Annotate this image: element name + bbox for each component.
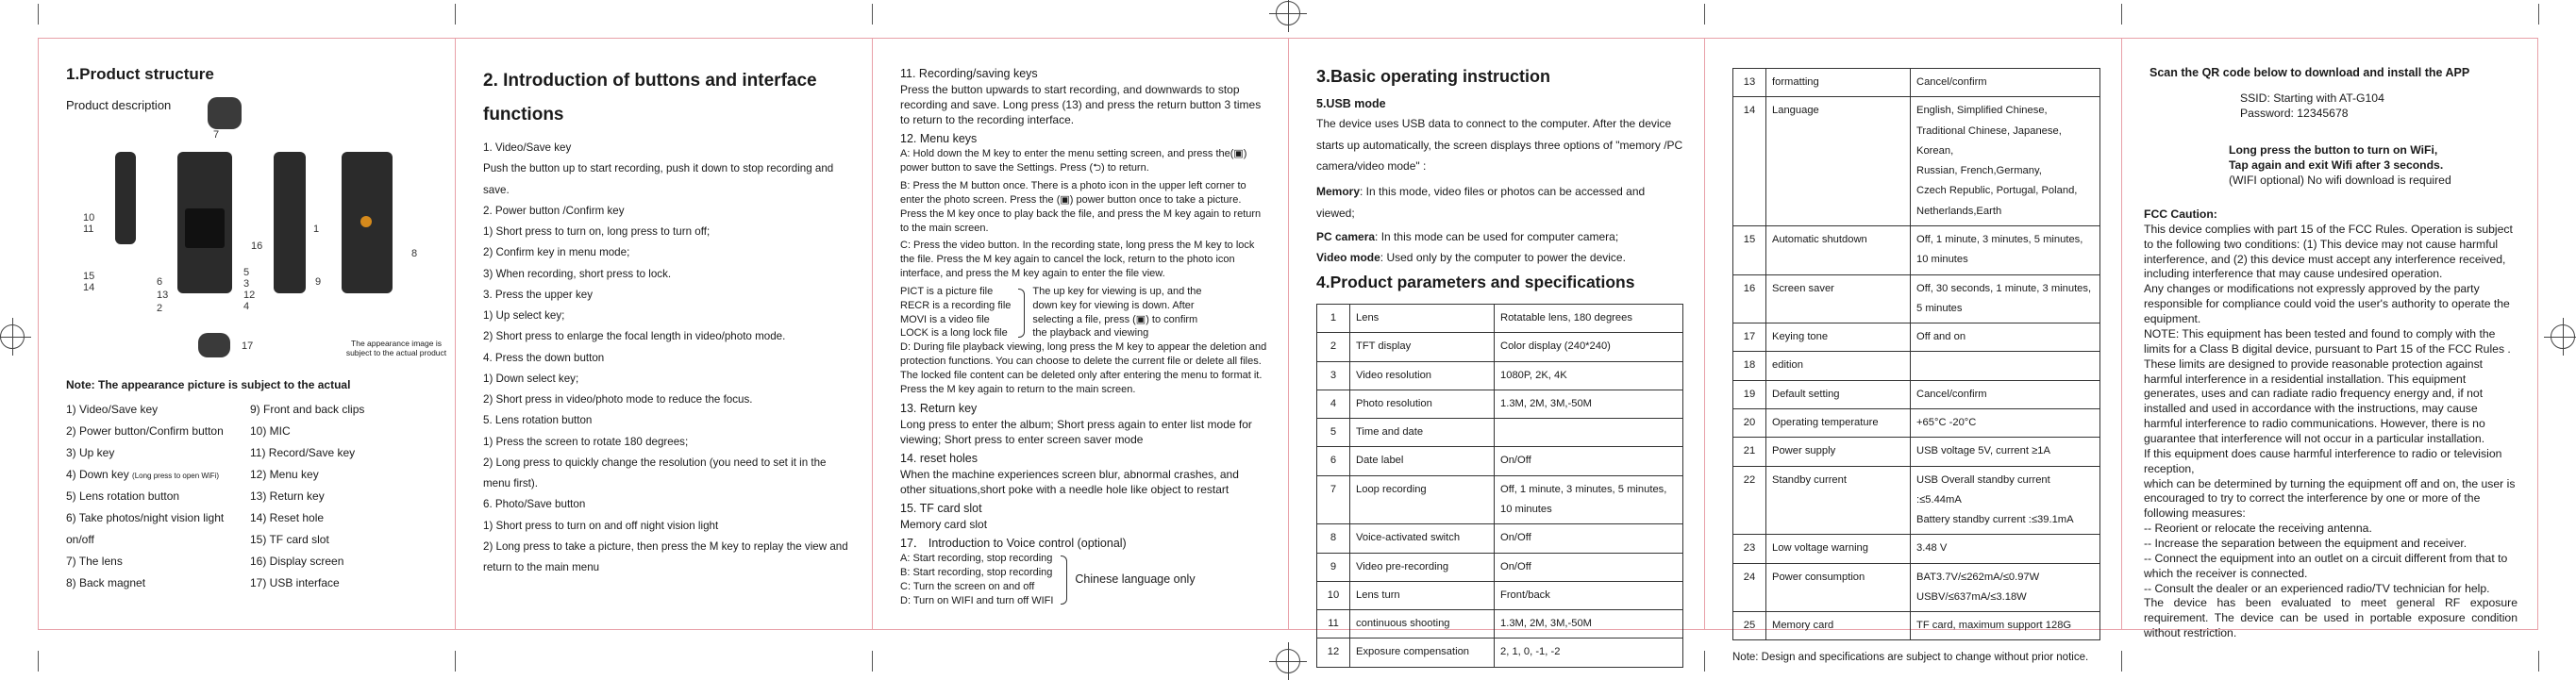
image-note: The appearance image is subject to the actual product: [345, 339, 447, 358]
row-number: 8: [1317, 524, 1350, 553]
heading-recording-keys: 11. Recording/saving keys: [900, 67, 1038, 80]
parameter-name: Time and date: [1350, 419, 1495, 447]
list-item: 15) TF card slot: [250, 533, 329, 546]
row-number: 21: [1733, 438, 1766, 466]
product-description-label: Product description: [66, 97, 172, 112]
list-item: 1) Video/Save key: [66, 403, 159, 416]
paragraph: B: Press the M button once. There is a photo icon in the upper left corner to enter the photo screen. Press the (▣) power button once to take a picture. Press the M key once to play back the file, and press the M key again to return to the main screen.: [900, 180, 1262, 234]
list-item: 4. Press the down button: [483, 351, 605, 364]
voice-command: C: Turn the screen on and off: [900, 580, 1035, 592]
list-item: 1. Video/Save key: [483, 141, 572, 155]
row-number: 24: [1733, 563, 1766, 612]
memory-mode: Memory: In this mode, video files or photos can be accessed and viewed;: [1316, 185, 1646, 220]
list-item: 3) When recording, short press to lock.: [483, 267, 672, 280]
parameter-name: Automatic shutdown: [1766, 225, 1911, 274]
callout-label: 10: [83, 212, 95, 224]
table-row: [1733, 323, 2100, 352]
callout-label: 12: [243, 290, 256, 301]
list-item: 8) Back magnet: [66, 576, 146, 589]
fcc-paragraph: If this equipment does cause harmful interference to radio or television reception,: [2144, 446, 2502, 475]
callout-label: 15: [83, 271, 95, 282]
row-number: 18: [1733, 352, 1766, 380]
crop-mark: [38, 651, 39, 672]
parameter-name: Power consumption: [1766, 563, 1911, 612]
wifi-line: Tap again and exit Wifi after 3 seconds.: [2229, 158, 2444, 173]
table-row: [1733, 97, 2100, 226]
parameter-name: Lens: [1350, 304, 1495, 332]
parameter-value: Front/back: [1495, 581, 1683, 609]
parameter-name: Exposure compensation: [1350, 639, 1495, 667]
parameter-name: Loop recording: [1350, 475, 1495, 524]
file-type: MOVI is a video file: [900, 313, 990, 325]
parameter-value: TF card, maximum support 128G: [1911, 612, 2100, 640]
table-row: [1733, 466, 2100, 535]
appearance-note: Note: The appearance picture is subject to the actual: [66, 378, 351, 391]
paragraph: When the machine experiences screen blur, abnormal crashes, and other situations,short poke with a needle hole like object to restart: [900, 467, 1239, 496]
registration-mark: [2551, 324, 2575, 349]
fcc-paragraph: NOTE: This equipment has been tested and found to comply with the limits for a Class B digital device, pursuant to Part 15 of the FCC Rules . These limits are designed to provide reasonable protection against harmful interference in a residential installation. This equipment generates, uses and can radiate radio frequency energy and, if not installed and used in accordance with the instructions, may cause harmful interference to radio communications. However, there is no guarantee that interference will not occur in a particular installation.: [2144, 326, 2511, 445]
panel-app-fcc: [2121, 38, 2538, 640]
spec-title: 4.Product parameters and specifications: [1316, 272, 1635, 291]
paragraph: The device uses USB data to connect to the computer. After the device starts up automatically, the screen displays three options of "memory /PC camera/video mode" :: [1316, 116, 1683, 174]
row-number: 7: [1317, 475, 1350, 524]
heading-reset-holes: 14. reset holes: [900, 451, 978, 465]
camera-side-view: [274, 152, 306, 293]
parameter-value: [1911, 352, 2100, 380]
fcc-paragraph: -- Reorient or relocate the receiving antenna.: [2144, 522, 2372, 536]
parameter-name: Keying tone: [1766, 323, 1911, 352]
parameter-name: Memory card: [1766, 612, 1911, 640]
paragraph: C: Press the video button. In the recording state, long press the M key to lock the file. Press the M key again to cancel the lock, return to the photo icon interface, and press the M key again to enter the file view.: [900, 240, 1255, 280]
parameter-name: Default setting: [1766, 380, 1911, 408]
parameter-name: Language: [1766, 97, 1911, 226]
table-row: [1317, 333, 1683, 361]
table-row: [1317, 524, 1683, 553]
section-title: 1.Product structure: [66, 65, 214, 83]
list-item: 12) Menu key: [250, 468, 319, 481]
list-item: 2. Power button /Confirm key: [483, 204, 625, 217]
registration-mark: [0, 324, 25, 349]
parameter-value: 1.3M, 2M, 3M,-50M: [1495, 390, 1683, 418]
table-row: [1317, 419, 1683, 447]
parameter-name: Low voltage warning: [1766, 535, 1911, 563]
down-key-note: (Long press to open WiFi): [132, 472, 220, 480]
table-row: [1317, 553, 1683, 581]
wifi-line: (WIFI optional) No wifi download is required: [2229, 174, 2451, 188]
list-item: 2) Confirm key in menu mode;: [483, 246, 630, 259]
row-number: 1: [1317, 304, 1350, 332]
video-mode: Video mode: Used only by the computer to power the device.: [1316, 250, 1626, 264]
callout-label: 9: [315, 276, 322, 288]
fcc-paragraph: The device has been evaluated to meet general RF exposure requirement. The device can be used in portable exposure condition without restriction.: [2144, 596, 2517, 640]
row-number: 23: [1733, 535, 1766, 563]
parameter-name: Screen saver: [1766, 274, 1911, 323]
list-item: 11) Record/Save key: [250, 446, 356, 459]
file-type: PICT is a picture file: [900, 285, 994, 297]
spec-table: [1316, 304, 1683, 668]
table-row: [1317, 390, 1683, 418]
design-note: Note: Design and specifications are subject to change without prior notice.: [1732, 652, 2089, 664]
row-number: 19: [1733, 380, 1766, 408]
parameter-value: 3.48 V: [1911, 535, 2100, 563]
table-row: [1733, 438, 2100, 466]
parameter-name: Photo resolution: [1350, 390, 1495, 418]
table-row: [1733, 535, 2100, 563]
crop-mark: [1704, 4, 1705, 25]
table-row: [1733, 225, 2100, 274]
table-row: [1317, 610, 1683, 639]
parameter-value: Off, 1 minute, 3 minutes, 5 minutes, 10 minutes: [1495, 475, 1683, 524]
panel-keys-continued: [872, 38, 1288, 630]
list-item: 6. Photo/Save button: [483, 498, 586, 511]
wifi-line: Long press the button to turn on WiFi,: [2229, 143, 2438, 158]
table-row: [1733, 408, 2100, 437]
row-number: 2: [1317, 333, 1350, 361]
table-row: [1733, 69, 2100, 97]
parameter-value: 2, 1, 0, -1, -2: [1495, 639, 1683, 667]
crop-mark: [2121, 651, 2122, 672]
parameter-value: Rotatable lens, 180 degrees: [1495, 304, 1683, 332]
callout-label: 4: [243, 301, 250, 312]
list-item: return to the main menu: [483, 561, 600, 574]
parameter-name: Power supply: [1766, 438, 1911, 466]
file-types: [900, 285, 1267, 340]
heading-menu-keys: 12. Menu keys: [900, 132, 978, 146]
list-item: 6) Take photos/night vision light: [66, 511, 225, 524]
list-item: 2) Long press to take a picture, then press the M key to replay the view and: [483, 539, 848, 553]
parameter-value: On/Off: [1495, 447, 1683, 475]
brace: [1018, 289, 1025, 338]
paragraph: D: During file playback viewing, long press the M key to appear the deletion and protection functions. You can choose to delete the current file or delete all files. The locked file content can be deleted only after entering the menu to format it. Press the M key again to return to the main screen.: [900, 341, 1267, 395]
list-item: 5. Lens rotation button: [483, 414, 593, 427]
list-item: 1) Down select key;: [483, 372, 579, 385]
paragraph: A: Hold down the M key to enter the menu setting screen, and press the(▣) power button to save the Settings. Press (⮌) to return.: [900, 148, 1247, 174]
list-item: 9) Front and back clips: [250, 403, 365, 416]
parameter-name: formatting: [1766, 69, 1911, 97]
camera-left-view: [115, 152, 136, 244]
file-note: The up key for viewing is up, and the down key for viewing is down. After selecting a file, press (▣) to confirm the playback and viewing: [1032, 285, 1202, 340]
table-row: [1317, 447, 1683, 475]
crop-mark: [2538, 651, 2539, 672]
buttons-list: [483, 138, 851, 578]
fcc-paragraph: -- Connect the equipment into an outlet on a circuit different from that to which the receiver is connected.: [2144, 551, 2508, 580]
row-number: 4: [1317, 390, 1350, 418]
paragraph: Press the button upwards to start recording, and downwards to stop recording and save. Long press (13) and press the return button 3 times to return to the recording interface.: [900, 82, 1262, 127]
row-number: 20: [1733, 408, 1766, 437]
camera-top-thumbnail: [208, 97, 242, 129]
file-type: LOCK is a long lock file: [900, 327, 1008, 340]
parameter-name: edition: [1766, 352, 1911, 380]
fcc-paragraph: Any changes or modifications not expressly approved by the party responsible for compliance could void the user's authority to operate the equipment.: [2144, 282, 2510, 326]
row-number: 25: [1733, 612, 1766, 640]
callout-label: 16: [251, 240, 263, 252]
product-illustration: [66, 118, 447, 374]
fcc-paragraph: -- Consult the dealer or an experienced radio/TV technician for help.: [2144, 581, 2490, 595]
panel-spec-continued: [1704, 38, 2121, 664]
list-item: 2) Short press to enlarge the focal length in video/photo mode.: [483, 330, 786, 343]
list-item: 16) Display screen: [250, 555, 344, 568]
callout-label: 3: [243, 278, 250, 290]
crop-mark: [872, 4, 873, 25]
table-row: [1317, 304, 1683, 332]
parameter-value: Cancel/confirm: [1911, 380, 2100, 408]
row-number: 6: [1317, 447, 1350, 475]
parameter-name: continuous shooting: [1350, 610, 1495, 639]
list-item: 10) MIC: [250, 424, 291, 438]
parameter-value: Off, 30 seconds, 1 minute, 3 minutes, 5 minutes: [1911, 274, 2100, 323]
row-number: 15: [1733, 225, 1766, 274]
voice-command: B: Start recording, stop recording: [900, 566, 1053, 578]
crop-mark: [455, 651, 456, 672]
registration-mark: [1276, 649, 1300, 673]
parameter-value: Off and on: [1911, 323, 2100, 352]
callout-label: 5: [243, 267, 250, 278]
parameter-value: Off, 1 minute, 3 minutes, 5 minutes, 10 minutes: [1911, 225, 2100, 274]
voice-commands: [900, 552, 1267, 607]
row-number: 22: [1733, 466, 1766, 535]
table-row: [1733, 274, 2100, 323]
table-row: [1317, 581, 1683, 609]
list-item: 13) Return key: [250, 489, 325, 503]
file-type: RECR is a recording file: [900, 299, 1012, 311]
parameter-name: Video pre-recording: [1350, 553, 1495, 581]
camera-bottom-thumbnail: [198, 333, 230, 357]
parameter-name: Operating temperature: [1766, 408, 1911, 437]
brace: [1061, 556, 1067, 605]
list-item: 1) Up select key;: [483, 309, 565, 323]
list-item: 17) USB interface: [250, 576, 340, 589]
parameter-value: English, Simplified Chinese, Traditional Chinese, Japanese, Korean, Russian, French,Germany, Czech Republic, Portugal, Poland, Netherlands,Earth: [1911, 97, 2100, 226]
callout-label: 6: [157, 276, 163, 288]
crop-mark: [455, 4, 456, 25]
registration-mark: [1276, 1, 1300, 25]
parameter-value: Cancel/confirm: [1911, 69, 2100, 97]
qr-title: Scan the QR code below to download and install the APP: [2149, 66, 2470, 79]
list-item: menu first).: [483, 477, 538, 490]
row-number: 17: [1733, 323, 1766, 352]
parameter-value: 1080P, 2K, 4K: [1495, 361, 1683, 390]
section-title: 2. Introduction of buttons and interface functions: [483, 71, 817, 125]
parameter-value: On/Off: [1495, 553, 1683, 581]
parameter-name: Voice-activated switch: [1350, 524, 1495, 553]
parameter-value: [1495, 419, 1683, 447]
parameter-value: USB voltage 5V, current ≥1A: [1911, 438, 2100, 466]
list-item: 1) Press the screen to rotate 180 degrees;: [483, 435, 689, 448]
list-item: 3. Press the upper key: [483, 288, 593, 301]
list-item: Push the button up to start recording, push it down to stop recording and: [483, 162, 834, 175]
panel-product-structure: [38, 38, 455, 630]
wifi-instructions: [2229, 143, 2517, 189]
fcc-paragraph: -- Increase the separation between the equipment and receiver.: [2144, 536, 2467, 550]
paragraph: Long press to enter the album; Short press again to enter list mode for viewing; Short press to enter screen saver mode: [900, 417, 1252, 446]
list-item: 1) Short press to turn on and off night vision light: [483, 519, 719, 532]
list-item: 1) Short press to turn on, long press to turn off;: [483, 225, 711, 239]
row-number: 11: [1317, 610, 1350, 639]
crop-mark: [1704, 651, 1705, 672]
callout-label: 7: [213, 129, 220, 141]
fcc-statement: [2144, 207, 2517, 641]
list-item: save.: [483, 183, 510, 196]
parts-list: [66, 401, 434, 596]
parameter-value: On/Off: [1495, 524, 1683, 553]
parameter-value: USB Overall standby current :≤5.44mA Battery standby current :≤39.1mA: [1911, 466, 2100, 535]
crop-mark: [38, 4, 39, 25]
fcc-title: FCC Caution:: [2144, 207, 2217, 222]
crop-mark: [2121, 4, 2122, 25]
display-screen: [185, 208, 225, 248]
row-number: 14: [1733, 97, 1766, 226]
table-row: [1733, 352, 2100, 380]
list-item: 5) Lens rotation button: [66, 489, 180, 503]
table-row: [1733, 612, 2100, 640]
parameter-value: Color display (240*240): [1495, 333, 1683, 361]
callout-label: 14: [83, 282, 95, 293]
parameter-name: Date label: [1350, 447, 1495, 475]
parameter-name: Video resolution: [1350, 361, 1495, 390]
table-row: [1317, 639, 1683, 667]
table-row: [1733, 563, 2100, 612]
row-number: 16: [1733, 274, 1766, 323]
voice-command: D: Turn on WIFI and turn off WIFI: [900, 594, 1054, 606]
list-item: 14) Reset hole: [250, 511, 325, 524]
list-item: on/off: [66, 533, 94, 546]
heading-tf-card: 15. TF card slot: [900, 502, 982, 516]
heading-return-key: 13. Return key: [900, 401, 978, 415]
wifi-credentials: [2240, 91, 2517, 122]
crop-mark: [872, 651, 873, 672]
fcc-paragraph: This device complies with part 15 of the FCC Rules. Operation is subject to the following two conditions: (1) This device may not cause harmful interference, and (2) this device must accept any interference received, including interference that may cause undesired operation.: [2144, 222, 2513, 281]
section-title: 3.Basic operating instruction: [1316, 67, 1551, 86]
spec-table: [1732, 68, 2100, 640]
paragraph: Memory card slot: [900, 518, 988, 532]
row-number: 10: [1317, 581, 1350, 609]
list-item: 2) Long press to quickly change the resolution (you need to set it in the: [483, 456, 827, 469]
crop-mark: [2538, 4, 2539, 25]
password: Password: 12345678: [2240, 106, 2349, 120]
table-row: [1733, 380, 2100, 408]
pc-camera-mode: PC camera: In this mode can be used for computer camera;: [1316, 229, 1619, 243]
parameter-name: Lens turn: [1350, 581, 1495, 609]
callout-label: 1: [313, 224, 320, 235]
row-number: 3: [1317, 361, 1350, 390]
ssid: SSID: Starting with AT-G104: [2240, 91, 2384, 105]
row-number: 5: [1317, 419, 1350, 447]
voice-note: Chinese language only: [1075, 572, 1196, 587]
row-number: 12: [1317, 639, 1350, 667]
row-number: 13: [1733, 69, 1766, 97]
voice-command: A: Start recording, stop recording: [900, 553, 1053, 565]
row-number: 9: [1317, 553, 1350, 581]
list-item: 7) The lens: [66, 555, 123, 568]
list-item: 4) Down key (Long press to open WiFi): [66, 468, 220, 481]
table-row: [1317, 361, 1683, 390]
usb-mode-title: 5.USB mode: [1316, 97, 1386, 110]
callout-label: 2: [157, 303, 163, 314]
back-magnet: [360, 216, 372, 227]
panel-buttons-functions: [455, 38, 872, 630]
parameter-value: BAT3.7V/≤262mA/≤0.97W USBV/≤637mA/≤3.18W: [1911, 563, 2100, 612]
panel-operating-instruction: [1288, 38, 1704, 658]
parameter-name: Standby current: [1766, 466, 1911, 535]
fcc-paragraph: which can be determined by turning the equipment off and on, the user is encouraged to try to correct the interference by one or more of the following measures:: [2144, 476, 2516, 521]
parameter-value: 1.3M, 2M, 3M,-50M: [1495, 610, 1683, 639]
list-item: 2) Short press in video/photo mode to reduce the focus.: [483, 393, 753, 406]
callout-label: 17: [242, 340, 254, 352]
heading-voice-control: 17． Introduction to Voice control (optional): [900, 537, 1127, 551]
table-row: [1317, 475, 1683, 524]
parameter-name: TFT display: [1350, 333, 1495, 361]
callout-label: 8: [411, 248, 418, 259]
list-item: 3) Up key: [66, 446, 115, 459]
callout-label: 13: [157, 290, 169, 301]
list-item: 2) Power button/Confirm button: [66, 424, 224, 438]
callout-label: 11: [83, 224, 94, 235]
parameter-value: +65°C -20°C: [1911, 408, 2100, 437]
